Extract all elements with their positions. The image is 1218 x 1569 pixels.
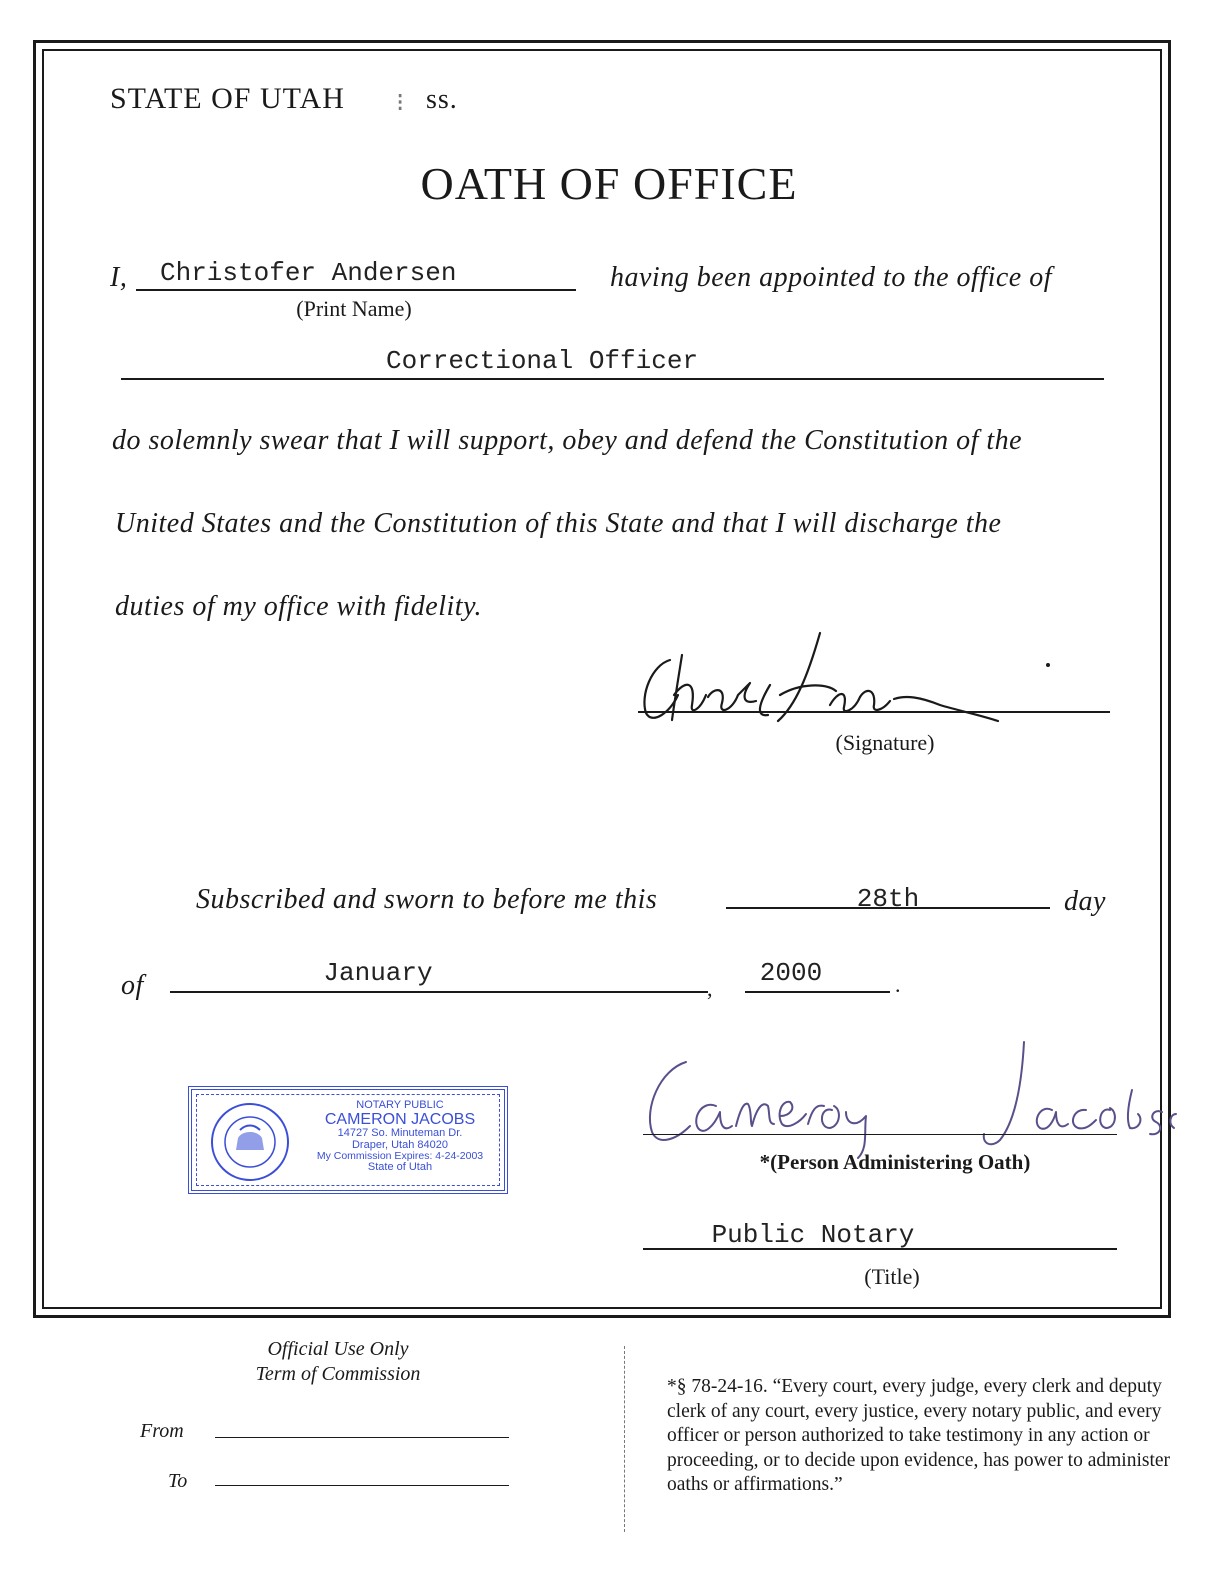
day-underline [726, 907, 1050, 909]
stamp-line-2: CAMERON JACOBS [324, 1110, 476, 1128]
stamp-text-block [302, 1100, 498, 1174]
statute-note: *§ 78-24-16. “Every court, every judge, every clerk and deputy clerk of any court, every justice, every notary public, and every officer or person authorized to take testimony in any action or proceeding, or to decide upon evidence, has power to administer oaths or affirmations.” [667, 1376, 1171, 1495]
state-label: STATE OF UTAH [110, 82, 345, 115]
office-underline [121, 378, 1104, 380]
official-use-heading: Official Use Only [267, 1338, 409, 1360]
sworn-day: 28th [856, 884, 920, 914]
stamp-line-6: State of Utah [367, 1161, 433, 1174]
office-name: Correctional Officer [386, 346, 699, 376]
sworn-year: 2000 [759, 958, 823, 988]
oath-line-3: duties of my office with fidelity. [115, 591, 482, 622]
stamp-line-4: Draper, Utah 84020 [351, 1138, 448, 1151]
date-comma: , [707, 976, 713, 1001]
administrator-signature-line [643, 1134, 1117, 1135]
administrator-title: Public Notary [711, 1220, 915, 1250]
of-word: of [121, 970, 144, 1001]
from-label: From [140, 1420, 184, 1442]
year-underline [745, 991, 890, 993]
name-underline [136, 289, 576, 291]
oath-line-2: United States and the Constitution of this State and that I will discharge the [115, 508, 1002, 539]
sworn-month: January [323, 958, 433, 988]
oath-line-1: do solemnly swear that I will support, obey and defend the Constitution of the [112, 425, 1023, 456]
term-of-commission-heading: Term of Commission [255, 1363, 421, 1385]
notary-stamp [188, 1086, 508, 1194]
pronoun-label: I, [110, 262, 128, 293]
state-seal-icon [208, 1100, 292, 1184]
ss-label: ss. [426, 84, 458, 115]
officer-signature [630, 625, 1060, 735]
date-period: . [895, 972, 901, 997]
day-word: day [1064, 886, 1106, 917]
document-title: OATH OF OFFICE [420, 158, 798, 209]
to-line [215, 1485, 509, 1486]
administrator-caption: *(Person Administering Oath) [759, 1150, 1031, 1174]
stamp-line-5: My Commission Expires: 4-24-2003 [316, 1150, 484, 1163]
sworn-lead-text: Subscribed and sworn to before me this [196, 884, 658, 915]
appointed-text: having been appointed to the office of [610, 262, 1053, 293]
brace-mark: ⁝ [396, 88, 405, 117]
officer-name: Christofer Andersen [160, 258, 457, 288]
month-underline [170, 991, 708, 993]
signature-caption: (Signature) [835, 730, 935, 755]
administrator-signature [640, 1040, 1180, 1165]
signature-line [638, 711, 1110, 713]
title-underline [643, 1248, 1117, 1250]
title-caption: (Title) [864, 1264, 920, 1289]
to-label: To [168, 1470, 188, 1492]
stamp-line-3: 14727 So. Minuteman Dr. [337, 1127, 463, 1140]
from-line [215, 1437, 509, 1438]
stamp-line-1: NOTARY PUBLIC [356, 1099, 444, 1111]
print-name-caption: (Print Name) [296, 296, 412, 321]
footer-divider [624, 1346, 625, 1532]
